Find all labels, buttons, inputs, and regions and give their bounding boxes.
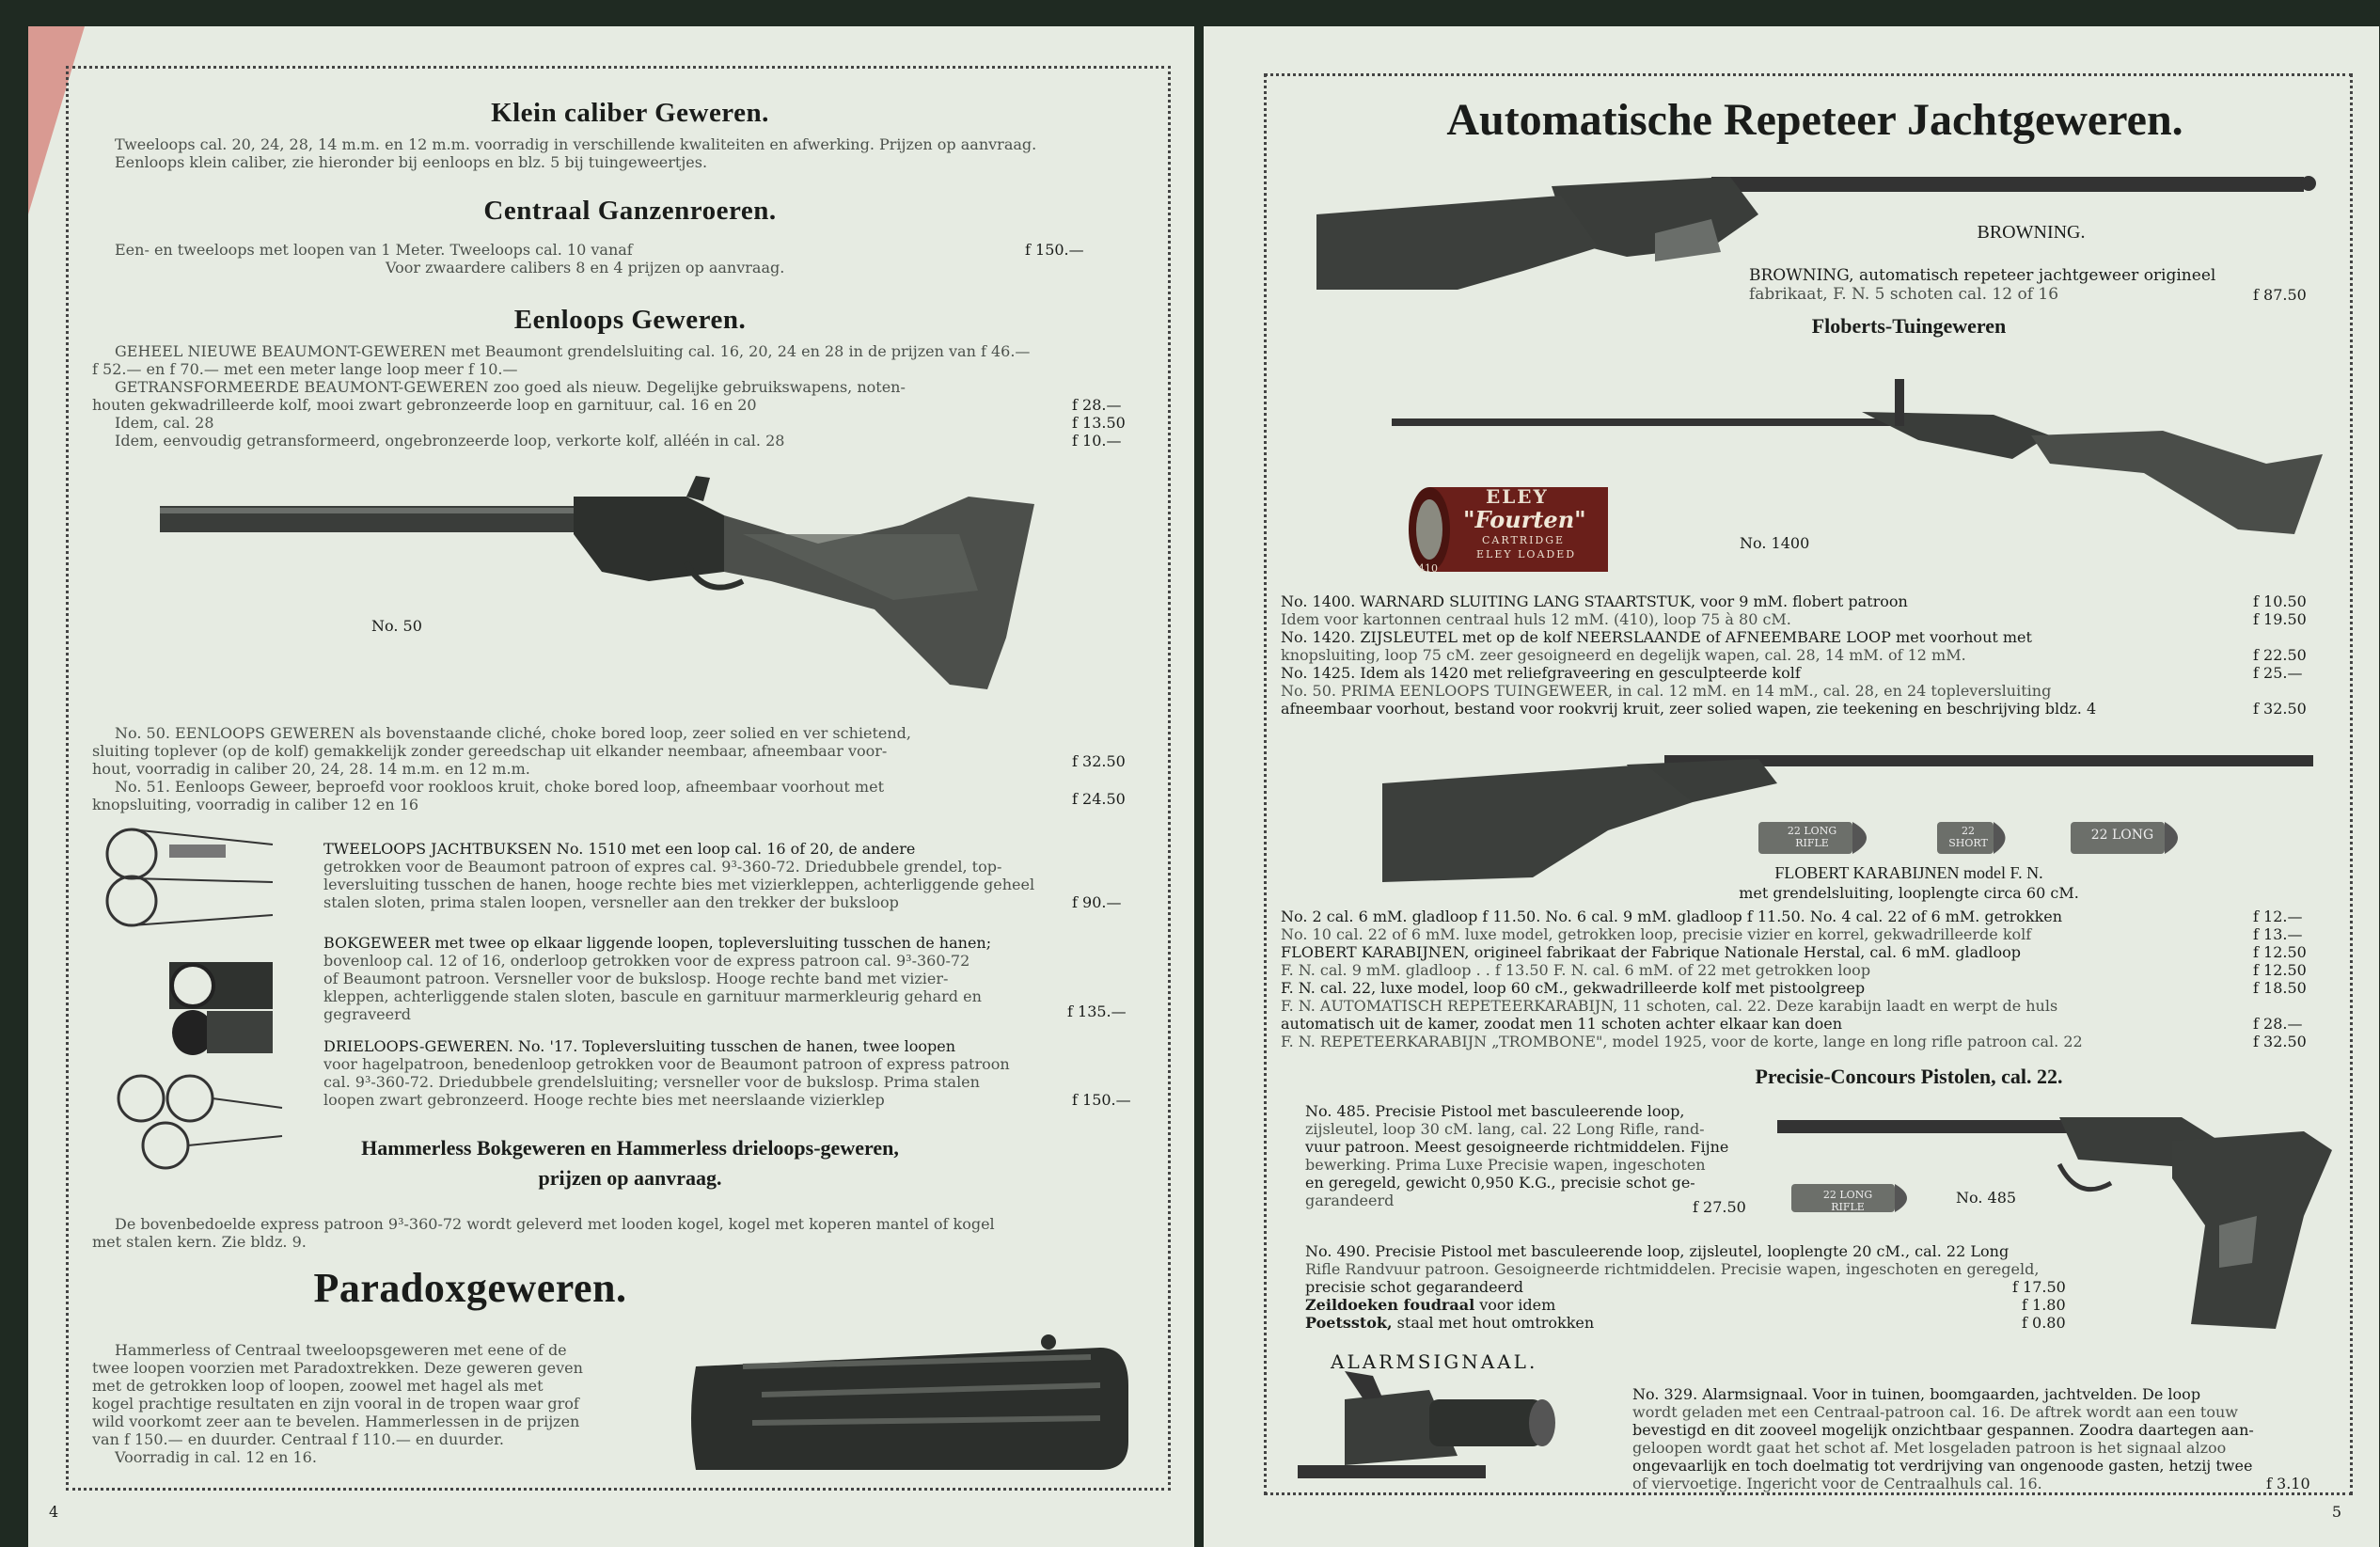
- no485-line-row: zijsleutel, loop 30 cM. lang, cal. 22 Long Rifle, rand-: [1305, 1120, 1705, 1138]
- express-note-line1: De bovenbedoelde express patroon 9³-360-72 wordt geleverd met looden kogel, kogel met koperen mantel of kogel: [115, 1215, 995, 1233]
- automatische-title: Automatische Repeteer Jachtgeweren.: [1446, 95, 2183, 145]
- cartridge-label-2: 22 SHORT: [1948, 825, 1988, 849]
- no485-line-row: No. 485. Precisie Pistool met basculeerende loop,: [1305, 1102, 1685, 1120]
- no50-line3: hout, voorradig in caliber 20, 24, 28. 14 m.m. en 12 m.m.: [92, 760, 530, 778]
- karabijn-row: FLOBERT KARABIJNEN, origineel fabrikaat der Fabrique Nationale Herstal, cal. 6 mM. gladloop: [1281, 943, 2021, 961]
- bokgeweer-line1: BOKGEWEER met twee op elkaar liggende loopen, topleversluiting tusschen de hanen;: [323, 934, 992, 952]
- browning-price: f 87.50: [2253, 286, 2307, 304]
- bokgeweer-line4: kleppen, achterliggende stalen sloten, bascule en garnituur marmerkleurig gehard en: [323, 987, 982, 1005]
- eenloops-title: Eenloops Geweren.: [513, 305, 747, 335]
- alarm-line-row: wordt geladen met een Centraal-patroon cal. 16. De aftrek wordt aan een touw: [1632, 1403, 2238, 1421]
- tuingeweer-price: f 22.50: [2253, 646, 2307, 664]
- tweeloops-line1: TWEELOOPS JACHTBUKSEN No. 1510 met een loop cal. 16 of 20, de andere: [323, 840, 916, 858]
- eenloops-line5: Idem, cal. 28: [115, 414, 214, 432]
- no490-price: f 17.50: [2012, 1278, 2066, 1296]
- paradox-line6: van f 150.— en duurder. Centraal f 110.— en duurder.: [92, 1430, 504, 1448]
- karabijn-price: f 12.50: [2253, 943, 2307, 961]
- catalog-spread: [28, 26, 2379, 1547]
- karabijn-price: f 32.50: [2253, 1033, 2307, 1050]
- tuingeweer-price: f 19.50: [2253, 610, 2307, 628]
- poetsstok-rest: staal met hout omtrokken: [1396, 1314, 1595, 1332]
- tuingeweer-price: f 10.50: [2253, 592, 2307, 610]
- drieloops-line4: loopen zwart gebronzeerd. Hooge rechte bies met neerslaande vizierklep: [323, 1091, 885, 1109]
- poetsstok-price: f 0.80: [2022, 1314, 2066, 1332]
- eenloops-price6: f 10.—: [1072, 432, 1122, 450]
- karabijn-price: f 18.50: [2253, 979, 2307, 997]
- paradox-line2: twee loopen voorzien met Paradoxtrekken. Deze geweren geven: [92, 1359, 583, 1377]
- karabijn-sub: met grendelsluiting, looplengte circa 60 cM.: [1739, 884, 2079, 902]
- no50-price: f 32.50: [1072, 752, 1126, 770]
- alarm-line-row: bevestigd en dit zooveel mogelijk onzichtbaar gespannen. Zoodra daartegen aan-: [1632, 1421, 2254, 1439]
- karabijn-price: f 12.—: [2253, 908, 2303, 925]
- klein-caliber-title: Klein caliber Geweren.: [491, 98, 769, 128]
- poetsstok-label: Poetsstok,: [1305, 1314, 1393, 1332]
- tuingeweer-row: knopsluiting, loop 75 cM. zeer gesoigneerd en degelijk wapen, cal. 28, 14 mM. of 12 mM.: [1281, 646, 1966, 664]
- drieloops-line2: voor hagelpatroon, benedenloop getrokken voor de Beaumont patroon of express patroon: [323, 1055, 1010, 1073]
- bokgeweer-barrels-image: [160, 953, 282, 1066]
- no50-caption: No. 50: [371, 617, 422, 635]
- bokgeweer-price: f 135.—: [1067, 1002, 1127, 1020]
- karabijn-price: f 13.—: [2253, 925, 2303, 943]
- eenloops-price5: f 13.50: [1072, 414, 1126, 432]
- ganzenroeren-line1: Een- en tweeloops met loopen van 1 Meter. Tweeloops cal. 10 vanaf: [115, 241, 633, 259]
- karabijn-row: automatisch uit de kamer, zoodat men 11 schoten achter elkaar kan doen: [1281, 1015, 1843, 1033]
- karabijn-row: No. 10 cal. 22 of 6 mM. luxe model, getrokken loop, precisie vizier en korrel, gekwadrilleerde kolf: [1281, 925, 2032, 943]
- tuingeweer-row: No. 1420. ZIJSLEUTEL met op de kolf NEERSLAANDE of AFNEEMBARE LOOP met voorhout met: [1281, 628, 2032, 646]
- klein-caliber-line1: Tweeloops cal. 20, 24, 28, 14 m.m. en 12 m.m. voorradig in verschillende kwaliteiten en afwerking. Prijzen op aanvraag.: [115, 135, 1037, 153]
- paradox-barrel-image: [686, 1329, 1138, 1479]
- browning-line2: fabrikaat, F. N. 5 schoten cal. 12 of 16: [1749, 285, 2059, 304]
- zeildoeken-rest: voor idem: [1479, 1296, 1556, 1314]
- box-name: "Fourten": [1463, 506, 1586, 533]
- no485-line-row: vuur patroon. Meest gesoigneerde richtmiddelen. Fijne: [1305, 1138, 1729, 1156]
- right-page: [1204, 26, 2379, 1547]
- tuingeweer-row: No. 1425. Idem als 1420 met reliefgraveering en gesculpteerde kolf: [1281, 664, 1801, 682]
- paradox-title: Paradoxgeweren.: [313, 1265, 627, 1311]
- paradox-line3: met de getrokken loop of loopen, zoowel met hagel als met: [92, 1377, 544, 1395]
- no51-price: f 24.50: [1072, 790, 1126, 808]
- floberts-title: Floberts-Tuingeweren: [1811, 314, 2007, 338]
- right-page-number: 5: [2331, 1503, 2341, 1521]
- karabijn-row: F. N. AUTOMATISCH REPETEERKARABIJN, 11 schoten, cal. 22. Deze karabijn laadt en werpt de huls: [1281, 997, 2058, 1015]
- poetsstok-row: [1305, 1314, 1594, 1332]
- bokgeweer-line3: of Beaumont patroon. Versneller voor de bukslosp. Hooge rechte band met vizier-: [323, 970, 949, 987]
- bokgeweer-line5: gegraveerd: [323, 1005, 412, 1023]
- eenloops-line2: f 52.— en f 70.— met een meter lange loop meer f 10.—: [92, 360, 518, 378]
- karabijn-row: F. N. REPETEERKARABIJN „TROMBONE", model 1925, voor de korte, lange en long rifle patroon cal. 22: [1281, 1033, 2083, 1050]
- alarmsignaal-image: [1288, 1371, 1570, 1493]
- cartridge-label-1: 22 LONG RIFLE: [1787, 825, 1837, 849]
- zeildoeken-label: Zeildoeken foudraal: [1305, 1296, 1475, 1314]
- bokgeweer-line2: bovenloop cal. 12 of 16, onderloop getrokken voor de express patroon cal. 9³-360-72: [323, 952, 970, 970]
- alarm-line-row: ongevaarlijk en toch doelmatig tot verdrijving van ongenoode gasten, hetzij twee: [1632, 1457, 2253, 1475]
- tuingeweer-row: No. 50. PRIMA EENLOOPS TUINGEWEER, in cal. 12 mM. en 14 mM., cal. 28, en 24 topleversluiting: [1281, 682, 2052, 700]
- no490-line-row: Rifle Randvuur patroon. Gesoigneerde richtmiddelen. Precisie wapen, ingeschoten en geregeld,: [1305, 1260, 2040, 1278]
- box-line2: ELEY LOADED: [1476, 548, 1577, 560]
- tweeloops-line3: leversluiting tusschen de hanen, hooge rechte bies met vizierkleppen, achterliggende geheel: [323, 876, 1035, 893]
- karabijn-row: F. N. cal. 22, luxe model, loop 60 cM., gekwadrilleerde kolf met pistoolgreep: [1281, 979, 1866, 997]
- eenloops-price4: f 28.—: [1072, 396, 1122, 414]
- tuingeweer-row: afneembaar voorhout, bestand voor rookvrij kruit, zeer solied wapen, zie teekening en beschrijving bldz. 4: [1281, 700, 2097, 718]
- karabijn-row: F. N. cal. 9 mM. gladloop . . f 13.50 F. N. cal. 6 mM. of 22 met getrokken loop: [1281, 961, 1871, 979]
- paradox-line7: Voorradig in cal. 12 en 16.: [115, 1448, 317, 1466]
- eenloops-line6: Idem, eenvoudig getransformeerd, ongebronzeerde loop, verkorte kolf, alléén in cal. 28: [115, 432, 785, 450]
- tweeloops-barrels-image: [94, 826, 282, 929]
- browning-line1: BROWNING, automatisch repeteer jachtgeweer origineel: [1749, 266, 2216, 285]
- drieloops-line1: DRIELOOPS-GEWEREN. No. '17. Topleversluiting tusschen de hanen, twee loopen: [323, 1037, 956, 1055]
- paradox-line4: kogel prachtige resultaten en zijn vooral in de tropen waar grof: [92, 1395, 579, 1413]
- alarm-price: f 3.10: [2266, 1475, 2310, 1492]
- zeildoeken-price: f 1.80: [2022, 1296, 2066, 1314]
- karabijn-price: f 28.—: [2253, 1015, 2303, 1033]
- tweeloops-price: f 90.—: [1072, 893, 1122, 911]
- no50-line2: sluiting toplever (op de kolf) gemakkelijk zonder gereedschap uit elkander neembaar, afneembaar voor-: [92, 742, 888, 760]
- box-line1: CARTRIDGE: [1482, 534, 1566, 546]
- no485-line-row: en geregeld, gewicht 0,950 K.G., precisie schot ge-: [1305, 1174, 1695, 1192]
- alarm-line-row: of viervoetige. Ingericht voor de Centraalhuls cal. 16.: [1632, 1475, 2042, 1492]
- express-note-line2: met stalen kern. Zie bldz. 9.: [92, 1233, 307, 1251]
- alarm-title: ALARMSIGNAAL.: [1331, 1350, 1538, 1373]
- tuingeweer-row: No. 1400. WARNARD SLUITING LANG STAARTSTUK, voor 9 mM. flobert patroon: [1281, 592, 1908, 610]
- hammerless-line2: prijzen op aanvraag.: [538, 1166, 722, 1190]
- tuingeweer-row: Idem voor kartonnen centraal huls 12 mM. (410), loop 75 à 80 cM.: [1281, 610, 1791, 628]
- tuingeweer-price: f 32.50: [2253, 700, 2307, 718]
- no490-line-row: No. 490. Precisie Pistool met basculeerende loop, zijsleutel, looplengte 20 cM., cal. 22 Long: [1305, 1242, 2010, 1260]
- zeildoeken-row: [1305, 1296, 1555, 1314]
- box-gauge: 410: [1418, 562, 1438, 575]
- klein-caliber-line2: Eenloops klein caliber, zie hieronder bij eenloops en blz. 5 bij tuingeweertjes.: [115, 153, 708, 171]
- eenloops-line3: GETRANSFORMEERDE BEAUMONT-GEWEREN zoo goed als nieuw. Degelijke gebruikswapens, noten-: [115, 378, 906, 396]
- drieloops-line3: cal. 9³-360-72. Driedubbele grendelsluiting; versneller voor de bukslosp. Prima stalen: [323, 1073, 980, 1091]
- karabijn-row: No. 2 cal. 6 mM. gladloop f 11.50. No. 6 cal. 9 mM. gladloop f 11.50. No. 4 cal. 22 of 6 mM. getrokken: [1281, 908, 2063, 925]
- no51-line1: No. 51. Eenloops Geweer, beproefd voor rookloos kruit, choke bored loop, afneembaar voorhout met: [115, 778, 884, 796]
- tweeloops-line2: getrokken voor de Beaumont patroon of expres cal. 9³-360-72. Driedubbele grendel, top-: [323, 858, 1002, 876]
- alarm-line-row: geloopen wordt gaat het schot af. Met losgeladen patroon is het signaal alzoo: [1632, 1439, 2227, 1457]
- eenloops-line1: GEHEEL NIEUWE BEAUMONT-GEWEREN met Beaumont grendelsluiting cal. 16, 20, 24 en 28 in de prijzen van f 46.—: [115, 342, 1031, 360]
- alarm-line-row: No. 329. Alarmsignaal. Voor in tuinen, boomgaarden, jachtvelden. De loop: [1632, 1385, 2201, 1403]
- browning-label: BROWNING.: [1977, 222, 2086, 243]
- ganzenroeren-price: f 150.—: [1025, 241, 1084, 259]
- eenloops-line4: houten gekwadrilleerde kolf, mooi zwart gebronzeerde loop en garnituur, cal. 16 en 20: [92, 396, 757, 414]
- no50-line1: No. 50. EENLOOPS GEWEREN als bovenstaande cliché, choke bored loop, zeer solied en ver schietend,: [115, 724, 911, 742]
- drieloops-price: f 150.—: [1072, 1091, 1131, 1109]
- left-page-number: 4: [49, 1503, 59, 1521]
- no485-line-row: bewerking. Prima Luxe Precisie wapen, ingeschoten: [1305, 1156, 1706, 1174]
- no485-caption: No. 485: [1956, 1189, 2017, 1207]
- paradox-line1: Hammerless of Centraal tweeloopsgeweren met eene of de: [115, 1341, 567, 1359]
- no51-line2: knopsluiting, voorradig in caliber 12 en 16: [92, 796, 419, 813]
- no485-line-row: garandeerd: [1305, 1192, 1395, 1209]
- precisie-pistool-image: [1777, 1113, 2360, 1338]
- cartridge-label-3: 22 LONG: [2090, 828, 2154, 843]
- tuingeweer-price: f 25.—: [2253, 664, 2303, 682]
- ganzenroeren-line2: Voor zwaardere calibers 8 en 4 prijzen op aanvraag.: [386, 259, 785, 276]
- no1400-caption: No. 1400: [1740, 534, 1810, 552]
- no485-cart-label: 22 LONG RIFLE: [1822, 1189, 1873, 1213]
- hammerless-line1: Hammerless Bokgeweren en Hammerless drieloops-geweren,: [361, 1136, 899, 1160]
- karabijn-title: FLOBERT KARABIJNEN model F. N.: [1774, 863, 2043, 882]
- shotgun-no50-image: [160, 468, 1100, 703]
- karabijn-price: f 12.50: [2253, 961, 2307, 979]
- box-brand: ELEY: [1486, 485, 1549, 508]
- left-page: [28, 26, 1194, 1547]
- paradox-line5: wild voorkomt zeer aan te bevelen. Hammerlessen in de prijzen: [92, 1413, 580, 1430]
- tweeloops-line4: stalen sloten, prima stalen loopen, versneller aan den trekker der buksloop: [323, 893, 899, 911]
- no490-line-row: precisie schot gegarandeerd: [1305, 1278, 1523, 1296]
- pistolen-title: Precisie-Concours Pistolen, cal. 22.: [1755, 1065, 2063, 1088]
- ganzenroeren-title: Centraal Ganzenroeren.: [483, 196, 777, 226]
- no485-price: f 27.50: [1693, 1198, 1746, 1216]
